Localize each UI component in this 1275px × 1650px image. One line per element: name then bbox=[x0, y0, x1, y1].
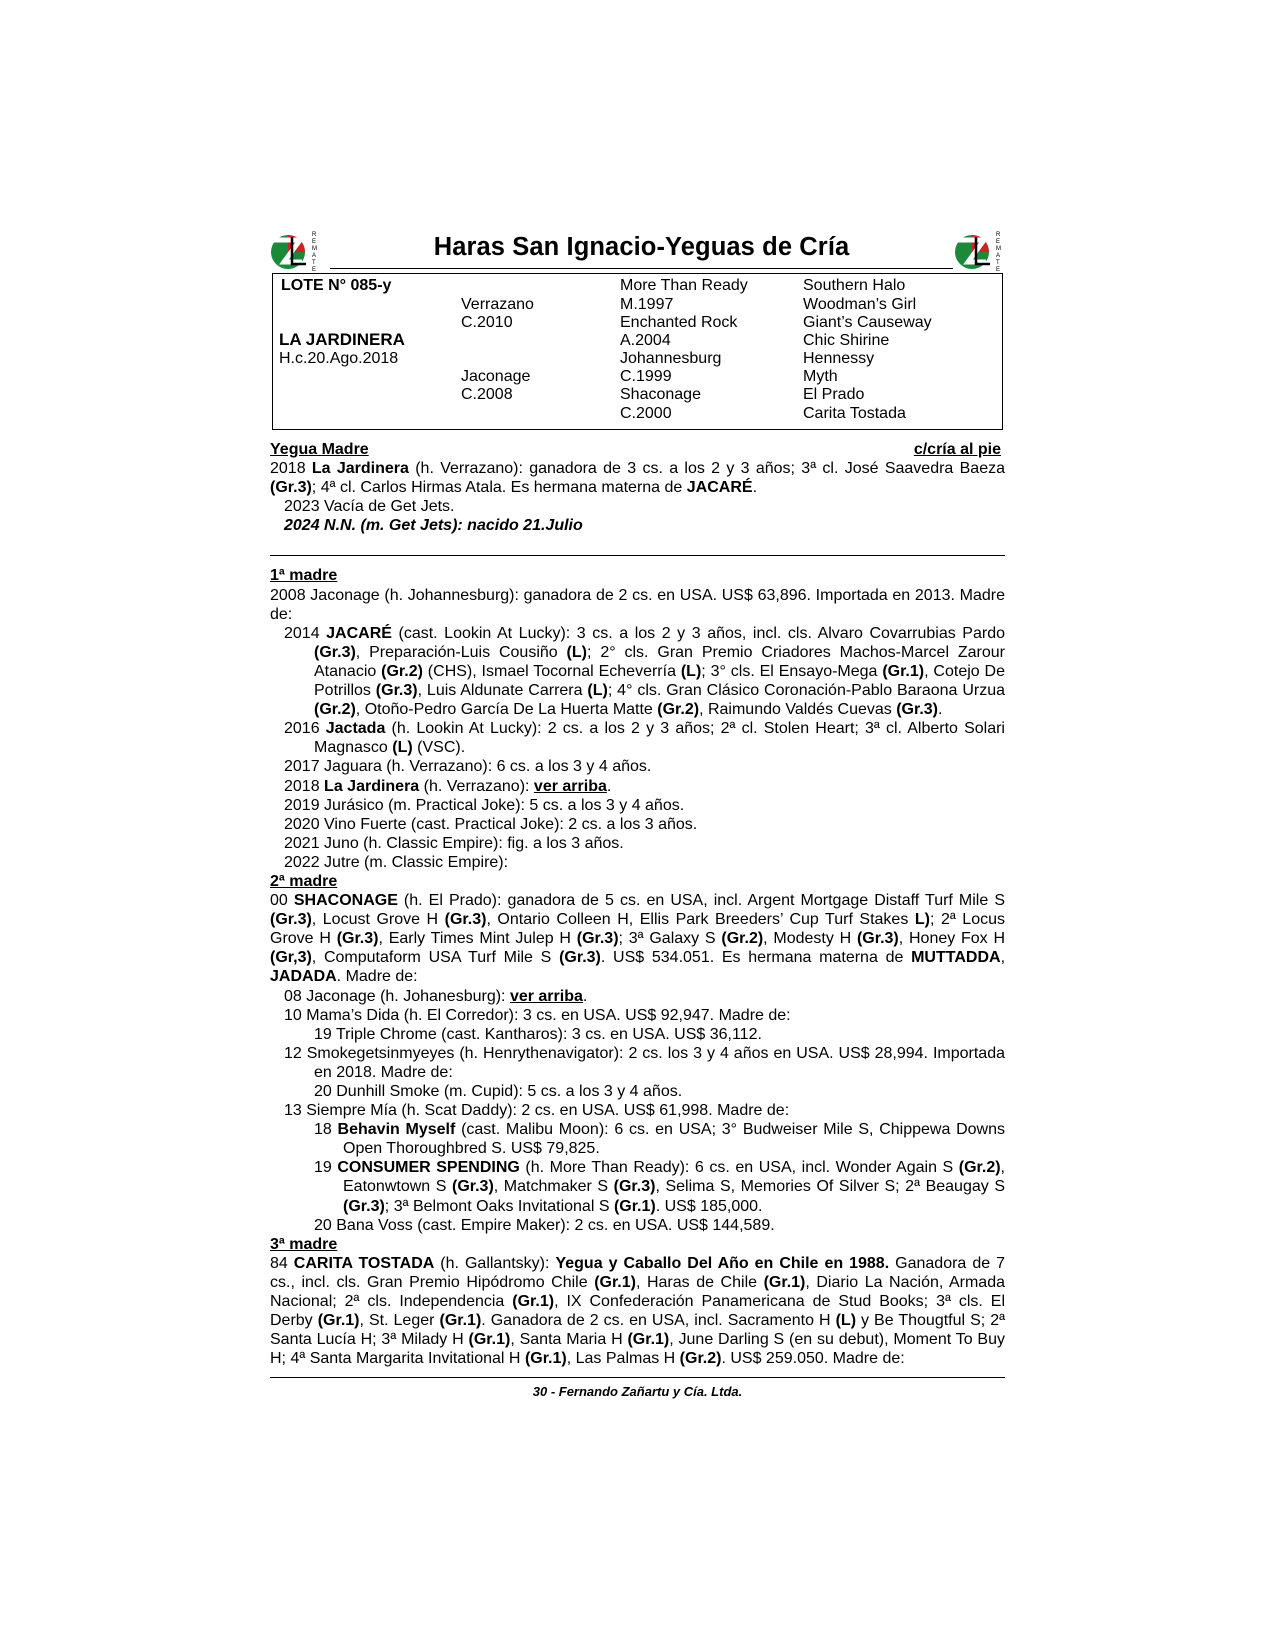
svg-text:A: A bbox=[312, 253, 317, 259]
produce-mamas-dida: 10 Mama’s Dida (h. El Corredor): 3 cs. en USA. US$ 92,947. Madre de: bbox=[284, 1006, 791, 1024]
produce-vino-fuerte: 2020 Vino Fuerte (cast. Practical Joke): 2 cs. a los 3 años. bbox=[284, 815, 698, 833]
catalog-page bbox=[270, 225, 1005, 1402]
second-dam-heading: 2ª madre bbox=[270, 872, 338, 890]
dam-sire: Johannesburg bbox=[620, 350, 722, 367]
pedigree-box bbox=[272, 273, 1003, 430]
first-dam-heading: 1ª madre bbox=[270, 567, 338, 585]
svg-text:E: E bbox=[312, 267, 317, 272]
cria-al-pie-heading: c/cría al pie bbox=[913, 441, 1001, 458]
produce-bana-voss: 20 Bana Voss (cast. Empire Maker): 2 cs. en USA. US$ 144,589. bbox=[314, 1216, 775, 1234]
produce-triple-chrome: 19 Triple Chrome (cast. Kantharos): 3 cs. en USA. US$ 36,112. bbox=[314, 1025, 762, 1043]
dam-dam-details: C.2000 bbox=[620, 405, 672, 422]
sire: Verrazano bbox=[461, 296, 534, 313]
produce-siempre-mia: 13 Siempre Mía (h. Scat Daddy): 2 cs. en USA. US$ 61,998. Madre de: bbox=[284, 1102, 790, 1120]
svg-text:T: T bbox=[996, 260, 1000, 266]
third-dam-record: 84 CARITA TOSTADA (h. Gallantsky): Yegua y Caballo Del Año en Chile en 1988. Ganadora de 7 cs., incl. cls. Gran Premio Hipódromo Chile (Gr.1), Haras de Chile (Gr.1), Diario La Nación, Armada Nacional; 2ª cls. Independencia (Gr.1), IX Confederación Panamericana de Stud Books; 3ª cls. El Derby (Gr.1), St. Leger (Gr.1). Ganadora de 2 cs. en USA, incl. Sacramento H (L) y Be Thougtful S; 2ª Santa Lucía H; 3ª Milady H (Gr.1), Santa Maria H (Gr.1), June Darling S (en su debut), Moment To Buy H; 4ª Santa Margarita Invitational H (Gr.1), Las Palmas H (Gr.2). US$ 259.050. Madre de: bbox=[270, 1254, 1006, 1368]
title-rule bbox=[330, 268, 953, 269]
produce-jaconage: 08 Jaconage (h. Johanesburg): ver arriba. bbox=[284, 987, 588, 1005]
yegua-2024: 2024 N.N. (m. Get Jets): nacido 21.Julio bbox=[284, 517, 583, 535]
svg-text:E: E bbox=[996, 267, 1001, 272]
svg-text:E: E bbox=[312, 239, 317, 245]
produce-jaguara: 2017 Jaguara (h. Verrazano): 6 cs. a los 3 y 4 años. bbox=[284, 758, 652, 776]
dam-details: C.2008 bbox=[461, 386, 513, 403]
yegua-record: 2018 La Jardinera (h. Verrazano): ganadora de 3 cs. a los 2 y 3 años; 3ª cl. José Saavedra Baeza (Gr.3); 4ª cl. Carlos Hirmas Atala. Es hermana materna de JACARÉ. bbox=[270, 460, 1005, 497]
horse-details: H.c.20.Ago.2018 bbox=[279, 350, 399, 367]
gen3-2: Woodman’s Girl bbox=[803, 296, 917, 313]
dam-dam: Shaconage bbox=[620, 386, 701, 403]
yegua-heading-row bbox=[270, 440, 1005, 459]
dam-sire-details: C.1999 bbox=[620, 368, 672, 385]
produce-la-jardinera: 2018 La Jardinera (h. Verrazano): ver arriba. bbox=[284, 777, 612, 795]
svg-text:T: T bbox=[312, 260, 316, 266]
produce-jurasico: 2019 Jurásico (m. Practical Joke): 5 cs. a los 3 y 4 años. bbox=[284, 796, 685, 814]
zl-remates-logo bbox=[270, 228, 324, 272]
second-dam-record: 00 SHACONAGE (h. El Prado): ganadora de 5 cs. en USA, incl. Argent Mortgage Distaff Turf Mile S (Gr.3), Locust Grove H (Gr.3), Ontario Colleen H, Ellis Park Breeders’ Cup Turf Stakes L); 2ª Locus Grove H (Gr.3), Early Times Mint Julep H (Gr.3); 3ª Galaxy S (Gr.2), Modesty H (Gr.3), Honey Fox H (Gr,3), Computaform USA Turf Mile S (Gr.3). US$ 534.051. Es hermana materna de MUTTADDA, JADADA. Madre de: bbox=[270, 892, 1006, 986]
svg-text:M: M bbox=[996, 246, 1001, 252]
gen3-7: El Prado bbox=[803, 386, 865, 403]
produce-juno: 2021 Juno (h. Classic Empire): fig. a los 3 años. bbox=[284, 834, 624, 852]
sire-sire: More Than Ready bbox=[620, 277, 748, 294]
produce-jutre: 2022 Jutre (m. Classic Empire): bbox=[284, 853, 509, 871]
page-title: Haras San Ignacio-Yeguas de Cría bbox=[433, 233, 850, 261]
page-footer: 30 - Fernando Zañartu y Cía. Ltda. bbox=[532, 1384, 743, 1400]
yegua-2023: 2023 Vacía de Get Jets. bbox=[284, 498, 455, 516]
section-divider bbox=[270, 555, 1005, 556]
sire-sire-details: M.1997 bbox=[620, 296, 674, 313]
horse-name: LA JARDINERA bbox=[279, 330, 405, 349]
sire-details: C.2010 bbox=[461, 314, 513, 331]
gen3-6: Myth bbox=[803, 368, 838, 385]
third-dam-heading: 3ª madre bbox=[270, 1235, 338, 1253]
produce-jacare: 2014 JACARÉ (cast. Lookin At Lucky): 3 cs. a los 2 y 3 años, incl. cls. Alvaro Covarrubias Pardo (Gr.3), Preparación-Luis Cousiño (L); 2° cls. Gran Premio Criadores Machos-Marcel Zarour Atanacio (Gr.2) (CHS), Ismael Tocornal Echeverría (L); 3° cls. El Ensayo-Mega (Gr.1), Cotejo De Potrillos (Gr.3), Luis Aldunate Carrera (L); 4° cls. Gran Clásico Coronación-Pablo Baraona Urzua (Gr.2), Otoño-Pedro García De La Huerta Matte (Gr.2), Raimundo Valdés Cuevas (Gr.3). bbox=[284, 624, 1006, 719]
catalog-body bbox=[270, 440, 1005, 1402]
produce-smokegetsinmyeyes: 12 Smokegetsinmyeyes (h. Henrythenavigator): 2 cs. los 3 y 4 años en USA. US$ 28,994. Importada en 2018. Madre de: bbox=[284, 1044, 1005, 1081]
page-header bbox=[270, 225, 1005, 273]
gen3-8: Carita Tostada bbox=[803, 405, 906, 422]
zl-remates-logo-right bbox=[954, 228, 1008, 272]
svg-text:R: R bbox=[996, 232, 1001, 238]
svg-text:A: A bbox=[996, 253, 1001, 259]
gen3-1: Southern Halo bbox=[803, 277, 906, 294]
first-dam-intro: 2008 Jaconage (h. Johannesburg): ganadora de 2 cs. en USA. US$ 63,896. Importada en 2013. Madre de: bbox=[270, 586, 1005, 623]
gen3-3: Giant’s Causeway bbox=[803, 314, 932, 331]
lot-number: LOTE N° 085-y bbox=[281, 277, 392, 294]
svg-text:R: R bbox=[312, 232, 317, 238]
gen3-5: Hennessy bbox=[803, 350, 875, 367]
sire-dam: Enchanted Rock bbox=[620, 314, 738, 331]
produce-behavin-myself: 18 Behavin Myself (cast. Malibu Moon): 6 cs. en USA; 3° Budweiser Mile S, Chippewa Downs Open Thoroughbred S. US$ 79,825. bbox=[314, 1121, 1005, 1158]
dam: Jaconage bbox=[461, 368, 531, 385]
svg-text:E: E bbox=[996, 239, 1001, 245]
produce-dunhill-smoke: 20 Dunhill Smoke (m. Cupid): 5 cs. a los 3 y 4 años. bbox=[314, 1083, 683, 1100]
yegua-madre-heading: Yegua Madre bbox=[270, 441, 369, 458]
produce-consumer-spending: 19 CONSUMER SPENDING (h. More Than Ready): 6 cs. en USA, incl. Wonder Again S (Gr.2), Eatonwtown S (Gr.3), Matchmaker S (Gr.3), Selima S, Memories Of Silver S; 2ª Beaugay S (Gr.3); 3ª Belmont Oaks Invitational S (Gr.1). US$ 185,000. bbox=[314, 1159, 1005, 1215]
footer-rule bbox=[270, 1377, 1005, 1378]
sire-dam-details: A.2004 bbox=[620, 332, 671, 349]
produce-jactada: 2016 Jactada (h. Lookin At Lucky): 2 cs. a los 2 y 3 años; 2ª cl. Stolen Heart; 3ª cl. Alberto Solari Magnasco (L) (VSC). bbox=[284, 720, 1005, 757]
gen3-4: Chic Shirine bbox=[803, 332, 890, 349]
svg-text:M: M bbox=[312, 246, 317, 252]
